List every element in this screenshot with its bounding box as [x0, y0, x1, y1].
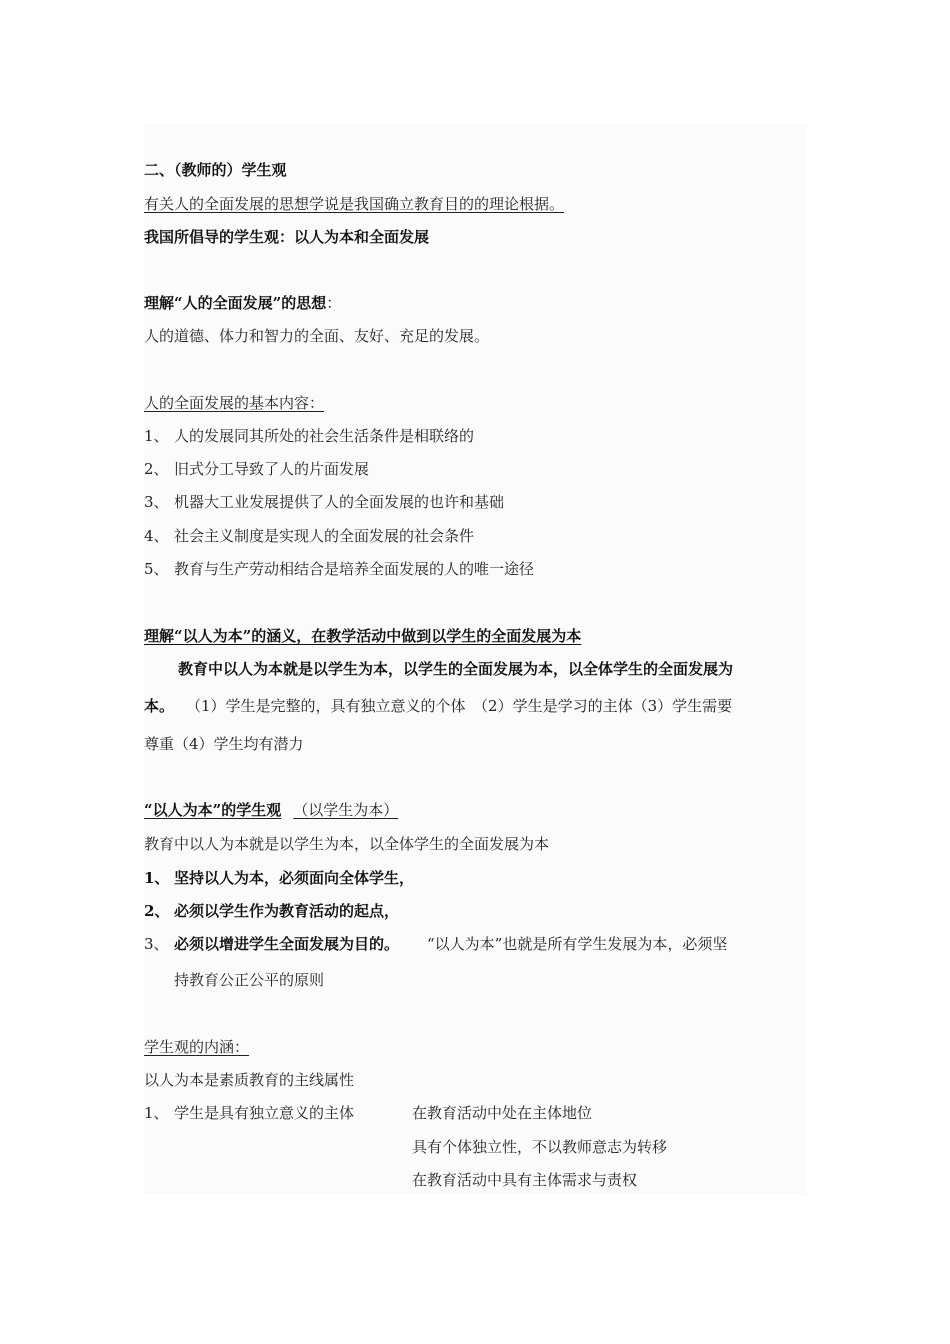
- list-item-text: 人的发展同其所处的社会生活条件是相联络的: [174, 427, 475, 445]
- understand-dev-colon: ：: [326, 294, 342, 312]
- advocated-view: 我国所倡导的学生观：以人为本和全面发展: [144, 228, 430, 246]
- content-title: 人的全面发展的基本内容：: [144, 394, 325, 412]
- people-oriented-line2-bold: 本。: [144, 697, 175, 715]
- people-oriented-line3: 尊重（4）学生均有潜力: [144, 735, 304, 753]
- people-oriented-line2-rest: （1）学生是完整的，具有独立意义的个体 （2）学生是学习的主体（3）学生需要: [186, 697, 733, 715]
- connotation-point: 具有个体独立性，不以教师意志为转移: [412, 1138, 668, 1156]
- student-view-intro: 教育中以人为本就是以学生为本，以全体学生的全面发展为本: [144, 835, 550, 853]
- people-oriented-line2: [144, 695, 732, 717]
- student-view-title-bold: “以人为本”的学生观: [144, 801, 282, 819]
- understand-dev-title: [144, 292, 341, 314]
- list-item: [144, 867, 414, 889]
- connotation-point: 在教育活动中处在主体地位: [412, 1104, 593, 1122]
- list-item-continuation: 持教育公正公平的原则: [174, 971, 325, 989]
- list-item-number: 1、: [144, 1104, 169, 1122]
- list-item-number: 2、: [144, 902, 170, 920]
- connotation-title: 学生观的内涵：: [144, 1038, 250, 1056]
- list-item: [144, 491, 504, 513]
- list-item-number: 2、: [144, 460, 169, 478]
- list-item: [144, 458, 369, 480]
- list-item-rest: “以人为本”也就是所有学生发展为本，必须坚: [427, 935, 728, 953]
- list-item: [144, 425, 474, 447]
- list-item-text: 教育与生产劳动相结合是培养全面发展的人的唯一途径: [174, 560, 535, 578]
- list-item-number: 3、: [144, 935, 169, 953]
- list-item-number: 5、: [144, 560, 169, 578]
- connotation-point: 在教育活动中具有主体需求与责权: [412, 1171, 638, 1189]
- list-item-text: 学生是具有独立意义的主体: [174, 1104, 355, 1122]
- student-view-title: [144, 799, 398, 821]
- list-item-text: 必须以学生作为教育活动的起点，: [174, 902, 400, 920]
- people-oriented-line1: 教育中以人为本就是以学生为本，以学生的全面发展为本，以全体学生的全面发展为: [178, 660, 734, 678]
- list-item-text: 坚持以人为本，必须面向全体学生，: [174, 869, 415, 887]
- student-view-title-rest: （以学生为本）: [293, 801, 399, 819]
- list-item-number: 3、: [144, 493, 169, 511]
- list-item-number: 4、: [144, 527, 169, 545]
- list-item-text: 旧式分工导致了人的片面发展: [174, 460, 370, 478]
- list-item: [144, 933, 727, 955]
- theory-basis: 有关人的全面发展的思想学说是我国确立教育目的的理论根据。: [144, 195, 565, 213]
- section-heading: 二、（教师的）学生观: [144, 161, 287, 179]
- list-item: [144, 1102, 354, 1124]
- list-item-number: 1、: [144, 869, 170, 887]
- list-item: [144, 525, 474, 547]
- understand-dev-title-text: 理解“人的全面发展”的思想: [144, 294, 327, 312]
- list-item-text: 社会主义制度是实现人的全面发展的社会条件: [174, 527, 475, 545]
- list-item: [144, 558, 534, 580]
- people-oriented-title: 理解“以人为本”的涵义，在教学活动中做到以学生的全面发展为本: [144, 627, 582, 645]
- list-item-text: 机器大工业发展提供了人的全面发展的也许和基础: [174, 493, 505, 511]
- understand-dev-text: 人的道德、体力和智力的全面、友好、充足的发展。: [144, 327, 490, 345]
- connotation-intro: 以人为本是素质教育的主线属性: [144, 1071, 355, 1089]
- list-item: [144, 900, 399, 922]
- list-item-bold: 必须以增进学生全面发展为目的。: [174, 935, 400, 953]
- list-item-number: 1、: [144, 427, 169, 445]
